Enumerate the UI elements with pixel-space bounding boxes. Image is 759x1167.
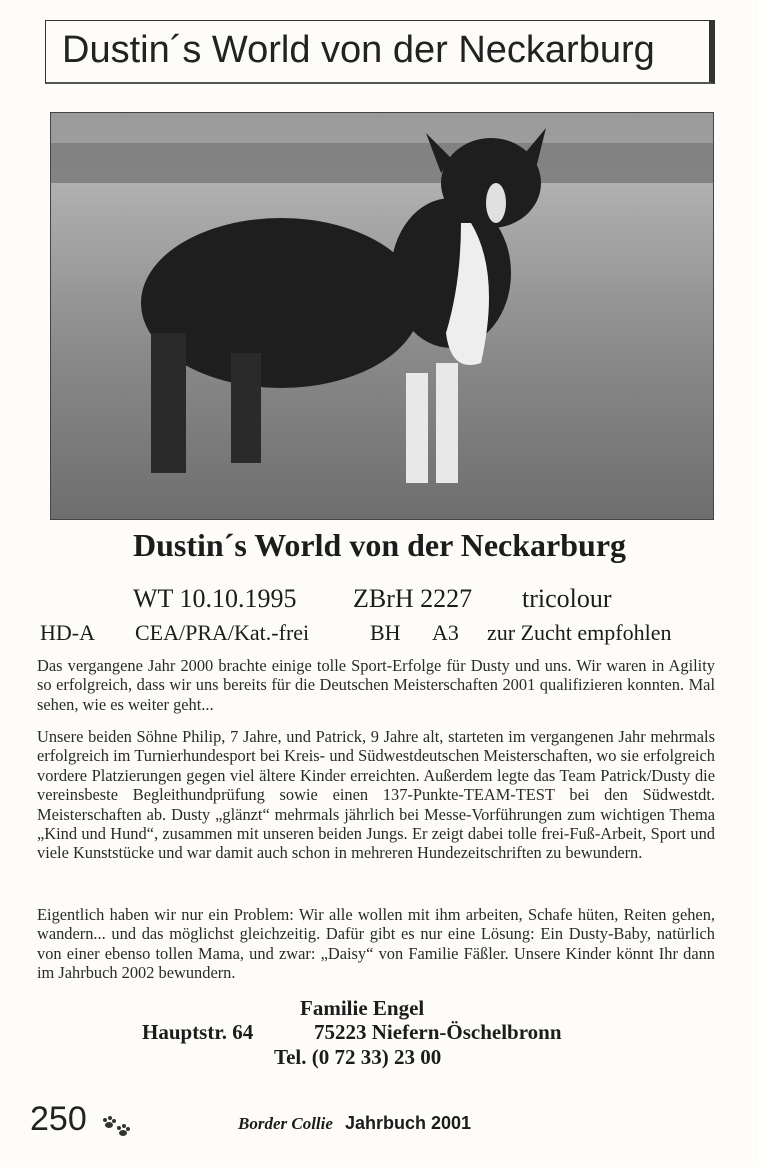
contact-street: Hauptstr. 64 bbox=[142, 1020, 254, 1044]
zbrh-number: ZBrH 2227 bbox=[353, 584, 473, 613]
footer-publication: Jahrbuch 2001 bbox=[345, 1113, 472, 1133]
paragraph-3: Eigentlich haben wir nur ein Problem: Wir alle wollen mit ihm arbeiten, Schafe hüten, Reiten gehen, wandern... und das möglichst gleichzeitig. Dafür gibt es nur eine Lösung: Ein Dusty-Baby, natürlich von einer ebenso tollen Mama, und zwar: „Daisy“ von Familie Fäßler. Unsere Kinder könnt Ihr dann im Jahrbuch 2002 bewundern. bbox=[37, 905, 715, 983]
page-number: 250 bbox=[30, 1100, 87, 1138]
contact-phone: Tel. (0 72 33) 23 00 bbox=[274, 1045, 442, 1069]
paw-prints-icon bbox=[100, 1115, 134, 1137]
footer-brand: Border Collie bbox=[238, 1114, 333, 1133]
page-title: Dustin´s World von der Neckarburg bbox=[62, 29, 655, 71]
page-title-box bbox=[45, 20, 715, 84]
hd-status: HD-A bbox=[40, 620, 95, 645]
paragraph-1: Das vergangene Jahr 2000 brachte einige tolle Sport-Erfolge für Dusty und uns. Wir waren in Agility so erfolgreich, dass wir uns bereits für die Deutschen Meisterschaften 2001 qualifizieren konnten. Mal sehen, wie es weiter geht... bbox=[37, 656, 715, 714]
paragraph-2: Unsere beiden Söhne Philip, 7 Jahre, und Patrick, 9 Jahre alt, starteten im vergangenen Jahr mehrmals erfolgreich im Turnierhundesport bei Kreis- und Südwestdeutschen Meisterschaften, wo sie erfolgreich vordere Platzierungen gegen viel ältere Kinder erreichten. Außerdem legte das Team Patrick/Dusty die vereinsbeste Begleithundprüfung sowie einen 137-Punkte-TEAM-TEST bei den Südwestdt. Meisterschaften ab. Dusty „glänzt“ mehrmals jährlich bei Messe-Vorführungen zum wichtigen Thema „Kind und Hund“, zusammen mit unseren beiden Jungs. Er zeigt dabei tolle frei-Fuß-Arbeit, Sport und viele Kunststücke und war damit auch schon in mehreren Hundezeitschriften zu bewundern. bbox=[37, 727, 715, 863]
birth-date: WT 10.10.1995 bbox=[133, 584, 297, 613]
dog-photo bbox=[50, 112, 714, 520]
contact-name: Familie Engel bbox=[300, 996, 425, 1020]
coat-color: tricolour bbox=[522, 584, 612, 613]
contact-city: 75223 Niefern-Öschelbronn bbox=[314, 1020, 562, 1044]
eye-status: CEA/PRA/Kat.-frei bbox=[135, 620, 310, 645]
tree-line bbox=[51, 143, 713, 188]
bh-title: BH bbox=[370, 620, 401, 645]
a3-title: A3 bbox=[432, 620, 459, 645]
breeding-recommendation: zur Zucht empfohlen bbox=[487, 620, 672, 645]
dog-name-heading: Dustin´s World von der Neckarburg bbox=[132, 527, 627, 563]
